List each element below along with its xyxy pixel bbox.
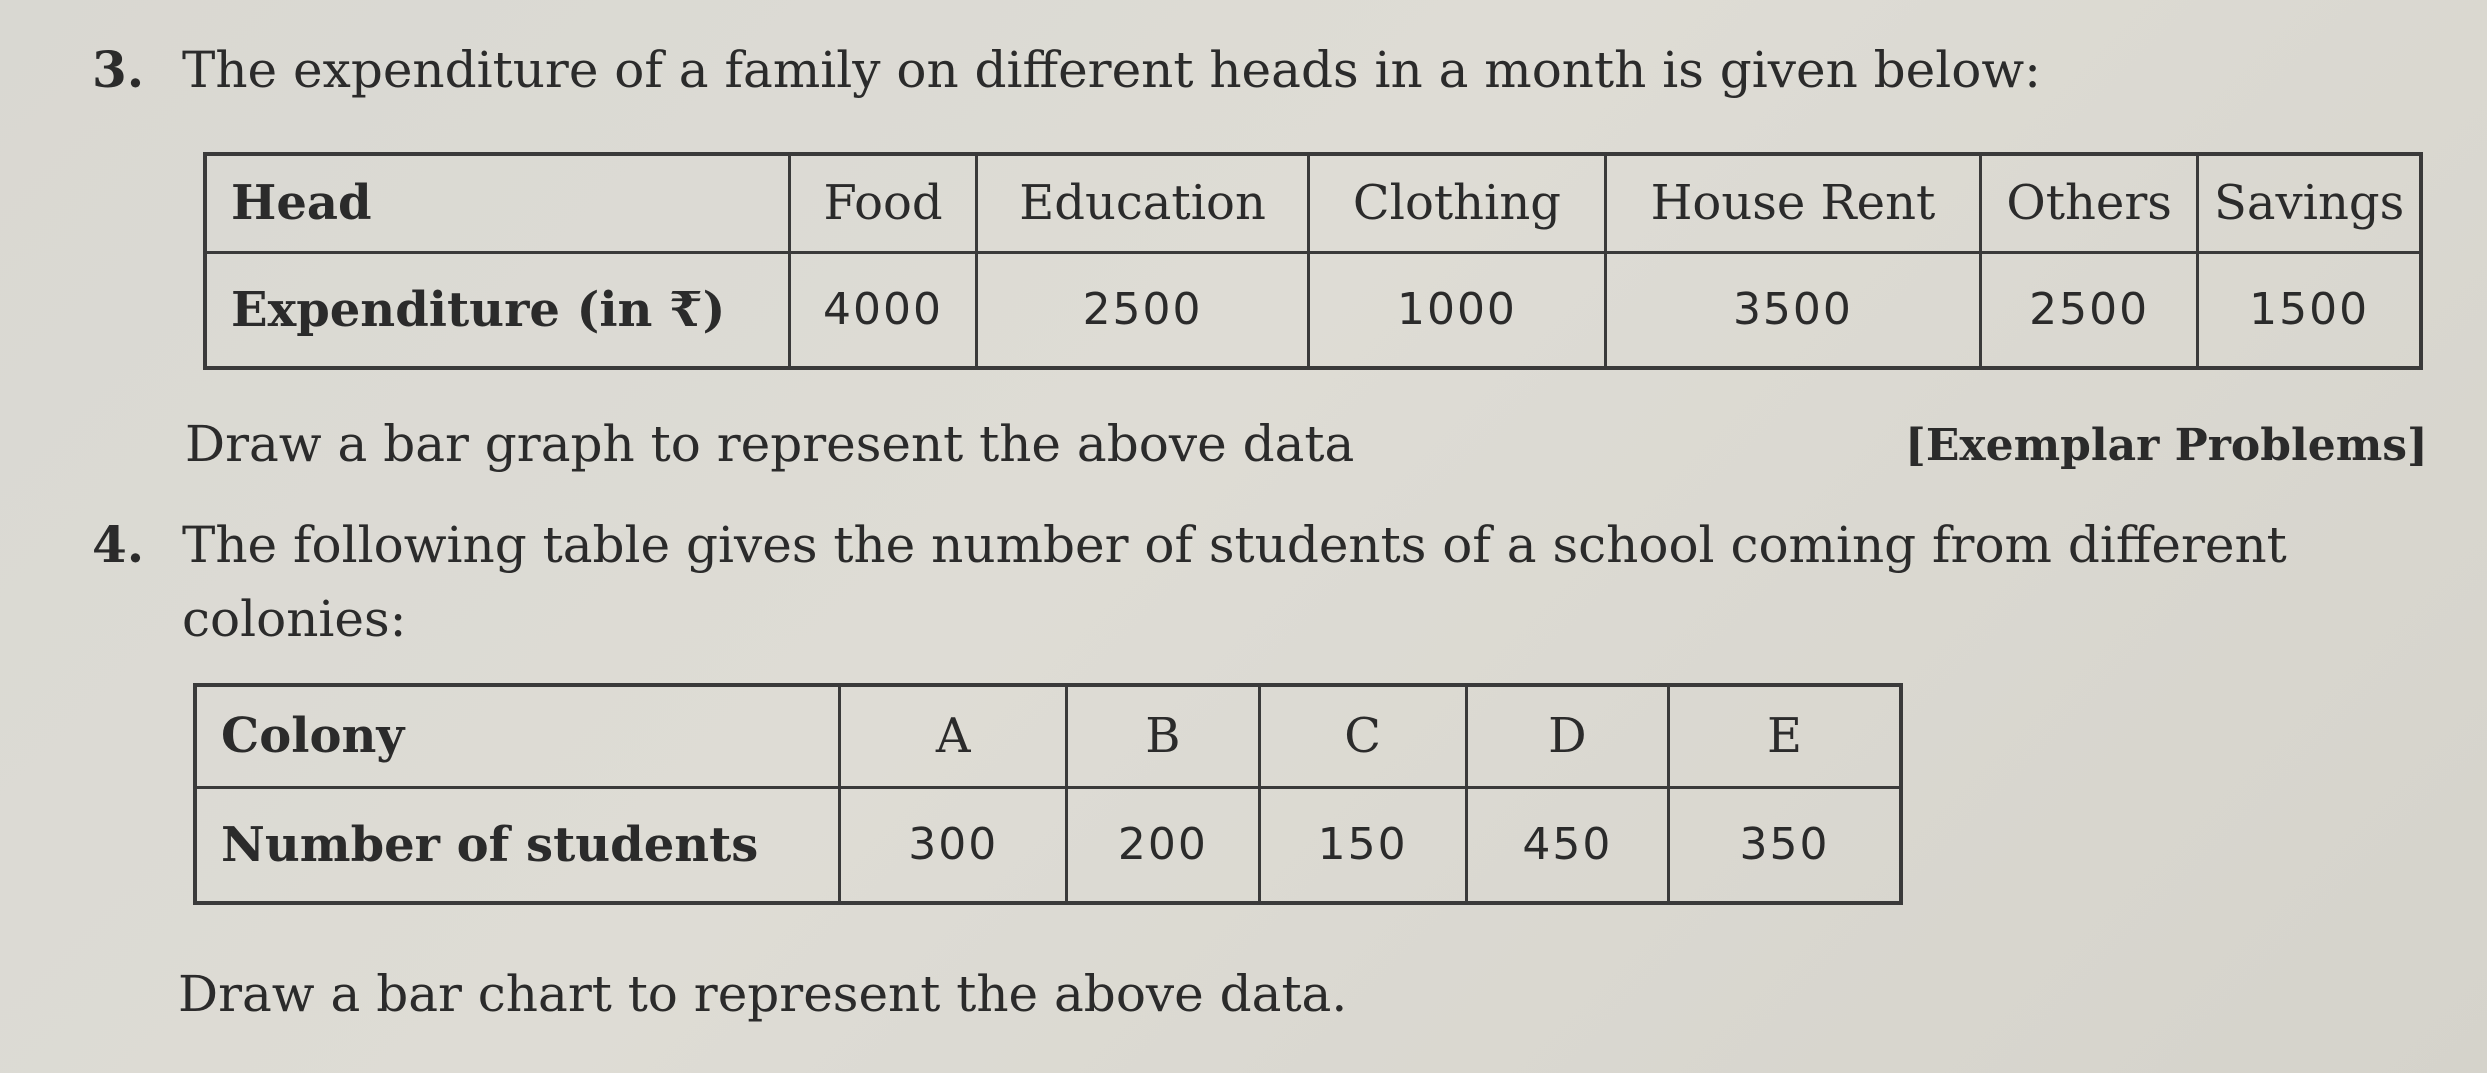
colony-cell-b: B <box>1067 685 1259 787</box>
value-cell-education: 2500 <box>977 252 1309 368</box>
table-header-row <box>205 154 2421 252</box>
value-cell-savings: 1500 <box>2198 252 2421 368</box>
table-header-row <box>195 685 1901 787</box>
colony-cell-d: D <box>1466 685 1668 787</box>
value-cell-clothing: 1000 <box>1309 252 1606 368</box>
head-cell-others: Others <box>1980 154 2197 252</box>
table-value-row <box>195 787 1901 903</box>
colony-cell-e: E <box>1668 685 1901 787</box>
colony-label-cell: Colony <box>195 685 840 787</box>
question-4-statement: The following table gives the number of students of a school coming from different <box>182 516 2287 574</box>
head-cell-savings: Savings <box>2198 154 2421 252</box>
question-4-number: 4. <box>92 515 145 574</box>
question-3-instruction: Draw a bar graph to represent the above data <box>185 415 1355 473</box>
students-cell-e: 350 <box>1668 787 1901 903</box>
value-cell-food: 4000 <box>789 252 976 368</box>
question-3-number: 3. <box>92 40 145 99</box>
question-4-text-continued: colonies: <box>182 590 407 648</box>
students-cell-a: 300 <box>840 787 1067 903</box>
head-cell-education: Education <box>977 154 1309 252</box>
colony-cell-c: C <box>1259 685 1466 787</box>
question-4-instruction: Draw a bar chart to represent the above data. <box>178 965 1348 1023</box>
students-cell-d: 450 <box>1466 787 1668 903</box>
colony-cell-a: A <box>840 685 1067 787</box>
expenditure-table <box>203 152 2423 370</box>
head-label-cell: Head <box>205 154 789 252</box>
head-cell-food: Food <box>789 154 976 252</box>
head-cell-house-rent: House Rent <box>1605 154 1980 252</box>
table-value-row <box>205 252 2421 368</box>
students-cell-c: 150 <box>1259 787 1466 903</box>
value-cell-house-rent: 3500 <box>1605 252 1980 368</box>
value-cell-others: 2500 <box>1980 252 2197 368</box>
colony-table <box>193 683 1903 905</box>
question-3-statement: The expenditure of a family on different heads in a month is given below: <box>182 41 2042 99</box>
students-cell-b: 200 <box>1067 787 1259 903</box>
expenditure-label-cell: Expenditure (in ₹) <box>205 252 789 368</box>
question-4-text <box>92 515 2287 574</box>
head-cell-clothing: Clothing <box>1309 154 1606 252</box>
exemplar-problems-label: [Exemplar Problems] <box>1905 420 2428 471</box>
question-3-text <box>92 40 2041 99</box>
students-label-cell: Number of students <box>195 787 840 903</box>
